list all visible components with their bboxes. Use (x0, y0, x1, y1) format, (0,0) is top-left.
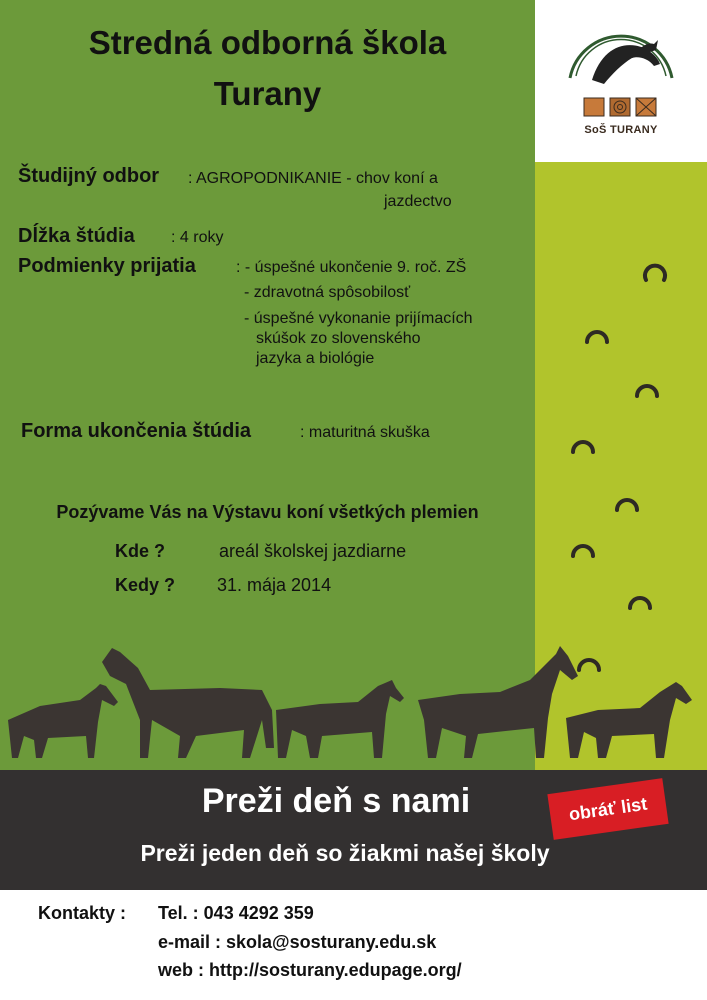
condition-item: skúšok zo slovenského (256, 330, 421, 347)
contact-phone: Tel. : 043 4292 359 (158, 903, 314, 923)
horse-logo-icon (562, 18, 680, 122)
contacts-label: Kontakty : (38, 903, 127, 923)
flip-page-badge: obráť list (547, 778, 668, 840)
field-value-cont: jazdectvo (384, 193, 452, 210)
field-value: : AGROPODNIKANIE - chov koní a (188, 170, 438, 187)
condition-item: - úspešné vykonanie prijímacích (244, 310, 473, 327)
form-label: Forma ukončenia štúdia (21, 420, 252, 442)
when-value: 31. mája 2014 (217, 575, 332, 595)
school-title-line2: Turany (213, 75, 322, 112)
form-value: : maturitná skuška (300, 424, 430, 441)
horse-silhouette-icon (0, 640, 707, 770)
where-value: areál školskej jazdiarne (219, 541, 407, 561)
length-value: : 4 roky (171, 229, 224, 246)
field-label: Študijný odbor (18, 165, 160, 187)
condition-item: : - úspešné ukončenie 9. roč. ZŠ (236, 259, 467, 276)
condition-item: - zdravotná spôsobilosť (244, 284, 411, 301)
contact-email[interactable]: e-mail : skola@sosturany.edu.sk (158, 932, 437, 952)
conditions-label: Podmienky prijatia (18, 255, 196, 277)
where-label: Kde ? (115, 541, 166, 561)
logo-text: SoŠ TURANY (584, 124, 658, 136)
condition-item: jazyka a biológie (256, 350, 375, 367)
banner-subtitle: Preži jeden deň so žiakmi našej školy (140, 840, 550, 866)
contact-web[interactable]: web : http://sosturany.edupage.org/ (158, 960, 462, 980)
school-title-line1: Stredná odborná škola (88, 24, 447, 61)
banner-title: Preži deň s nami (201, 782, 471, 820)
event-invite: Pozývame Vás na Výstavu koní všetkých plemien (56, 502, 479, 522)
when-label: Kedy ? (115, 575, 176, 595)
length-label: Dĺžka štúdia (18, 225, 135, 247)
